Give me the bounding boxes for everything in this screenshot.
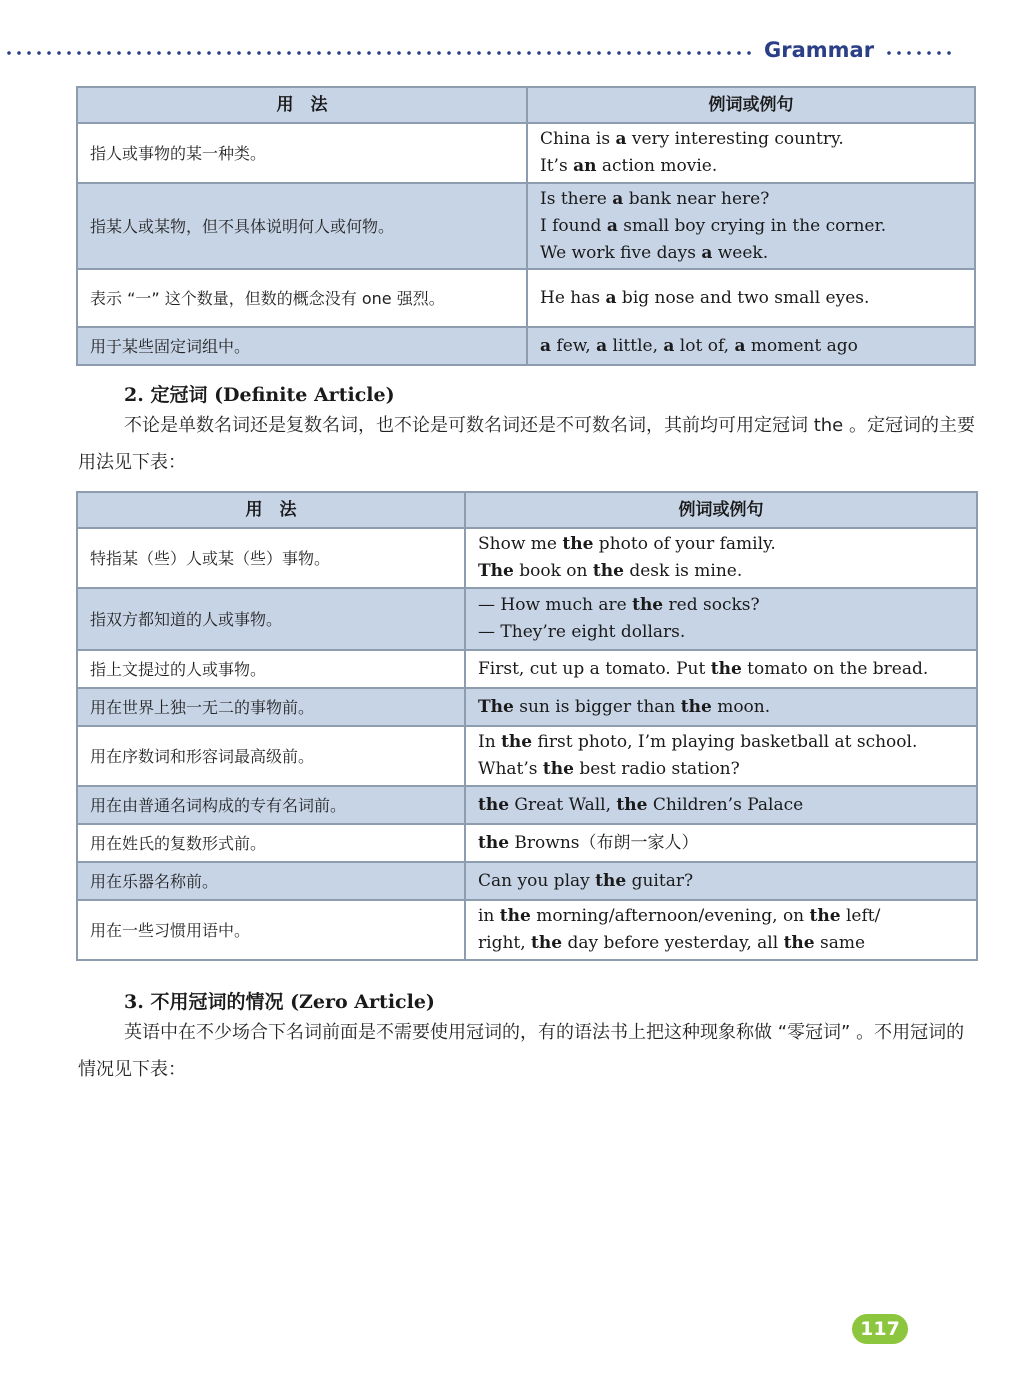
example-cell: [465, 824, 977, 862]
dotted-rule: [884, 50, 954, 56]
article-word: the: [616, 794, 648, 815]
dotted-rule: [4, 50, 756, 56]
article-word: a: [615, 129, 627, 149]
article-word: a: [663, 335, 675, 356]
example-cell: [465, 528, 977, 588]
example-line: [540, 186, 962, 213]
example-text: few,: [551, 335, 597, 356]
example-text: guitar?: [626, 870, 694, 891]
article-word: the: [542, 759, 574, 779]
usage-cell: 指某人或某物，但不具体说明何人或何物。: [77, 183, 527, 269]
article-word: the: [783, 933, 815, 953]
table-row: [77, 269, 975, 327]
table-row: [77, 528, 977, 588]
usage-cell: 用在乐器名称前。: [77, 862, 465, 900]
example-line: [478, 930, 964, 957]
column-header-usage: 用 法: [77, 492, 465, 528]
example-cell: [465, 650, 977, 688]
example-line: [540, 153, 962, 180]
table-row: [77, 327, 975, 365]
example-line: [540, 126, 962, 153]
article-word: the: [478, 832, 510, 853]
example-line: [478, 729, 964, 756]
section-paragraph: 不论是单数名词还是复数名词，也不论是可数名词还是不可数名词，其前均可用定冠词 the 。定冠词的主要用法见下表：: [78, 415, 975, 473]
page-header: [0, 38, 1024, 68]
header-title: Grammar: [764, 38, 875, 62]
article-word: the: [595, 870, 627, 891]
article-word: The: [478, 696, 514, 717]
usage-cell: 用在姓氏的复数形式前。: [77, 824, 465, 862]
example-cell: [527, 269, 975, 327]
example-line: [478, 830, 964, 857]
example-text: Browns（布朗一家人）: [509, 832, 699, 853]
example-cell: [465, 726, 977, 786]
article-word: the: [531, 933, 563, 953]
article-word: the: [710, 658, 742, 679]
usage-cell: 用在一些习惯用语中。: [77, 900, 465, 960]
article-word: the: [501, 732, 533, 752]
example-text: bank near here?: [623, 188, 770, 209]
table-row: [77, 123, 975, 183]
example-line: [478, 694, 964, 721]
table-row: [77, 786, 977, 824]
example-text: same: [814, 933, 866, 953]
table-row: [77, 650, 977, 688]
example-text: In: [478, 732, 502, 752]
article-word: the: [499, 906, 531, 926]
example-text: red socks?: [663, 595, 760, 615]
article-word: the: [632, 595, 664, 615]
example-cell: [527, 327, 975, 365]
example-text: photo of your family.: [593, 534, 776, 554]
table-row: [77, 824, 977, 862]
example-text: lot of,: [674, 335, 735, 356]
article-word: a: [605, 287, 617, 308]
example-text: book on: [513, 561, 593, 581]
usage-cell: 指上文提过的人或事物。: [77, 650, 465, 688]
usage-cell: 指人或事物的某一种类。: [77, 123, 527, 183]
example-line: [478, 903, 964, 930]
example-text: tomato on the bread.: [741, 658, 929, 679]
example-cell: [465, 786, 977, 824]
example-text: little,: [607, 335, 664, 356]
article-word: the: [592, 561, 624, 581]
example-cell: [465, 900, 977, 960]
example-text: — How much are: [478, 595, 633, 615]
page-number-badge: 117: [852, 1314, 908, 1344]
example-line: [478, 558, 964, 585]
example-text: big nose and two small eyes.: [616, 287, 870, 308]
article-word: a: [596, 335, 608, 356]
column-header-examples: 例词或例句: [527, 87, 975, 123]
table-row: [77, 862, 977, 900]
example-text: moment ago: [745, 335, 858, 356]
example-text: China is: [540, 129, 616, 149]
example-text: right,: [478, 933, 532, 953]
example-line: [478, 531, 964, 558]
usage-cell: 指双方都知道的人或事物。: [77, 588, 465, 650]
column-header-usage: 用 法: [77, 87, 527, 123]
example-text: very interesting country.: [626, 129, 844, 149]
example-text: He has: [540, 287, 606, 308]
example-text: left/: [840, 906, 881, 926]
table-row: [77, 688, 977, 726]
usage-cell: 用于某些固定词组中。: [77, 327, 527, 365]
example-text: desk is mine.: [623, 561, 743, 581]
example-line: [478, 756, 964, 783]
example-text: — They’re eight dollars.: [478, 622, 686, 642]
usage-cell: 特指某（些）人或某（些）事物。: [77, 528, 465, 588]
article-word: a: [606, 215, 618, 236]
article-word: the: [809, 906, 841, 926]
example-line: [478, 592, 964, 619]
usage-cell: 用在序数词和形容词最高级前。: [77, 726, 465, 786]
example-text: best radio station?: [573, 759, 740, 779]
example-text: small boy crying in the corner.: [617, 215, 887, 236]
example-line: [478, 868, 964, 895]
example-text: week.: [712, 242, 769, 263]
example-cell: [465, 588, 977, 650]
example-text: First, cut up a tomato. Put: [478, 658, 711, 679]
article-word: a: [612, 188, 624, 209]
example-cell: [527, 183, 975, 269]
column-header-examples: 例词或例句: [465, 492, 977, 528]
table-row: [77, 726, 977, 786]
example-line: [540, 285, 962, 312]
article-word: a: [734, 335, 746, 356]
example-text: sun is bigger than: [513, 696, 681, 717]
article-word: the: [478, 794, 510, 815]
example-text: What’s: [478, 759, 543, 779]
usage-cell: 用在世界上独一无二的事物前。: [77, 688, 465, 726]
article-word: the: [680, 696, 712, 717]
section-heading: 3. 不用冠词的情况 (Zero Article): [124, 991, 435, 1013]
example-line: [478, 619, 964, 646]
example-text: morning/afternoon/evening, on: [530, 906, 810, 926]
section-heading: 2. 定冠词 (Definite Article): [124, 384, 395, 406]
example-line: [540, 240, 962, 267]
usage-cell: 表示 “一” 这个数量，但数的概念没有 one 强烈。: [77, 269, 527, 327]
article-word: a: [701, 242, 713, 263]
example-text: first photo, I’m playing basketball at school.: [532, 732, 918, 752]
example-text: in: [478, 906, 500, 926]
article-word: The: [478, 561, 514, 581]
example-text: Can you play: [478, 870, 596, 891]
article-word: an: [573, 156, 597, 176]
example-line: [478, 792, 964, 819]
example-text: It’s: [540, 156, 574, 176]
example-line: [540, 333, 962, 360]
example-line: [478, 656, 964, 683]
example-text: action movie.: [596, 156, 718, 176]
example-line: [540, 213, 962, 240]
table-row: [77, 588, 977, 650]
example-cell: [527, 123, 975, 183]
example-text: I found: [540, 215, 607, 236]
example-text: moon.: [711, 696, 771, 717]
example-text: Great Wall,: [509, 794, 617, 815]
usage-cell: 用在由普通名词构成的专有名词前。: [77, 786, 465, 824]
example-text: We work five days: [540, 242, 702, 263]
example-cell: [465, 688, 977, 726]
table-row: [77, 183, 975, 269]
indefinite-article-table: [76, 86, 976, 366]
table-row: [77, 900, 977, 960]
definite-article-table: [76, 491, 978, 961]
article-word: the: [562, 534, 594, 554]
example-text: Show me: [478, 534, 563, 554]
article-word: a: [540, 335, 552, 356]
section-paragraph: 英语中在不少场合下名词前面是不需要使用冠词的，有的语法书上把这种现象称做 “零冠词” 。不用冠词的情况见下表：: [78, 1022, 965, 1080]
example-text: day before yesterday, all: [562, 933, 784, 953]
example-cell: [465, 862, 977, 900]
example-text: Is there: [540, 188, 613, 209]
example-text: Children’s Palace: [647, 794, 804, 815]
